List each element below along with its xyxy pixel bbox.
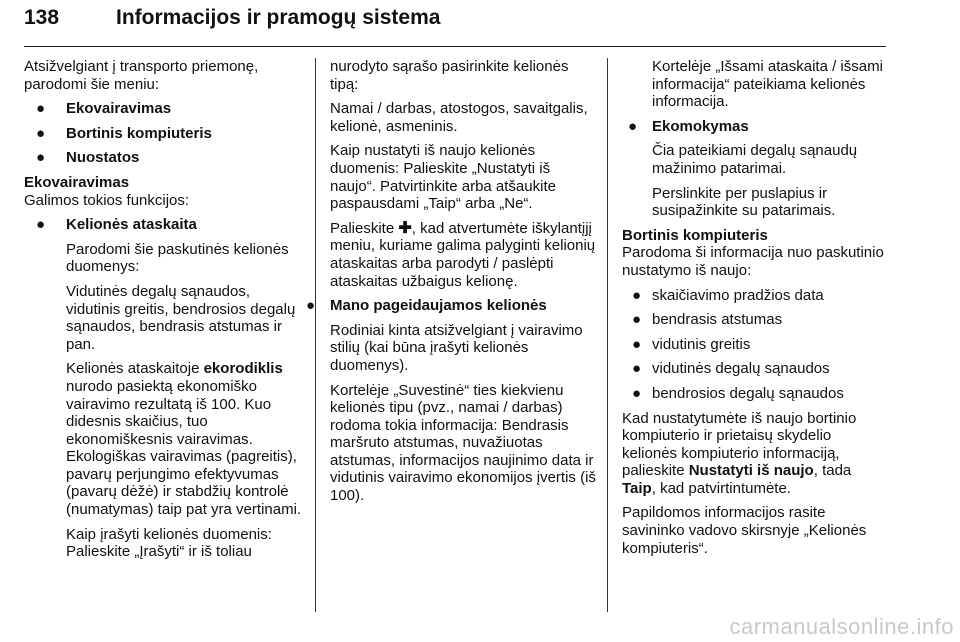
menu-item: ● Bortinis kompiuteris — [36, 124, 212, 142]
bullet-icon: ● — [36, 216, 46, 234]
list-item: ● skaičiavimo pradžios data — [632, 286, 824, 304]
paragraph: Kaip įrašyti kelionės duomenis: Palieskite „Įrašyti“ ir iš toliau — [66, 525, 272, 561]
bullet-trip-report: ● Kelionės ataskaita — [36, 216, 197, 234]
paragraph: Kaip nustatyti iš naujo kelionės duomenis: Palieskite „Nustatyti iš naujo“. Patvirtinkite arba atšaukite paspausdami „Taip“ arba „Ne“. — [330, 142, 556, 213]
paragraph: Papildomos informacijos rasite savininko vadovo skirsnyje „Kelionės kompiuteris“. — [622, 504, 867, 557]
page-title: Informacijos ir pramogų sistema — [116, 6, 441, 29]
bullet-icon: ● — [628, 117, 638, 135]
list-item: ● vidutinės degalų sąnaudos — [632, 360, 830, 378]
column-divider-1 — [315, 58, 316, 612]
section-heading-trip-computer: Bortinis kompiuteris — [622, 226, 768, 244]
paragraph: Palieskite ✚, kad atvertumėte iškylantįjį meniu, kuriame galima palyginti kelionių ataskaitas arba parodyti / paslėpti ataskaitas užbaigus kelionę. — [330, 219, 596, 290]
bullet-icon: ● — [632, 286, 642, 304]
paragraph: Kortelėje „Išsami ataskaita / išsami informacija“ pateikiama kelionės informacija. — [652, 58, 883, 111]
paragraph: nurodyto sąrašo pasirinkite kelionės tipą: — [330, 58, 569, 93]
info-list — [622, 287, 888, 403]
list-item: ● bendrosios degalų sąnaudos — [632, 384, 844, 402]
bullet-icon: ● — [36, 124, 46, 142]
bullet-favourite-trips: ● Mano pageidaujamos kelionės — [306, 297, 547, 315]
bullet-icon: ● — [632, 335, 642, 353]
section-intro: Galimos tokios funkcijos: — [24, 191, 190, 209]
menu-item: ● Ekovairavimas — [36, 100, 172, 118]
column-1 — [24, 58, 306, 568]
header-rule — [24, 46, 886, 47]
list-item: ● bendrasis atstumas — [632, 311, 783, 329]
paragraph: Vidutinės degalų sąnaudos, vidutinis greitis, bendrosios degalų sąnaudos, bendrasis atstumas ir pan. — [66, 282, 296, 353]
paragraph: Namai / darbas, atostogos, savaitgalis, kelionė, asmeninis. — [330, 100, 588, 135]
section-intro: Parodoma ši informacija nuo paskutinio nustatymo iš naujo: — [622, 244, 884, 279]
paragraph: Rodiniai kinta atsižvelgiant į vairavimo stilių (kai būna įrašyti kelionės duomenys). — [330, 321, 583, 374]
bullet-icon: ● — [632, 360, 642, 378]
paragraph: Kelionės ataskaitoje ekorodiklis nurodo pasiektą ekonomiško vairavimo rezultatą iš 100. Kuo didesnis skaičius, tuo ekonomiškesnis vairavimas. Ekologiškas vairavimas (pagreitis), pavarų perjungimo efektyvumas (pavarų dėžė) ir stabdžių kontrolė (numatymas) taip pat yra vertinami. — [66, 360, 302, 519]
bullet-icon: ● — [36, 149, 46, 167]
paragraph: Čia pateikiami degalų sąnaudų mažinimo patarimai. — [652, 142, 858, 177]
bullet-icon: ● — [632, 311, 642, 329]
paragraph: Kortelėje „Suvestinė“ ties kiekvienu kelionės tipu (pvz., namai / darbas) rodoma tokia informacija: Bendrasis maršruto atstumas, nuvažiuotas atstumas, informacijos naujinimo data ir vidutinis vairavimo ekonomijos įvertis (iš 100). — [330, 381, 596, 505]
column-2 — [306, 58, 600, 512]
menu-item: ● Nuostatos — [36, 149, 140, 167]
column-3 — [622, 58, 888, 564]
watermark: carmanualsonline.info — [729, 614, 954, 639]
page-header — [24, 6, 936, 46]
bullet-icon: ● — [36, 100, 46, 118]
paragraph: Parodomi šie paskutinės kelionės duomenys: — [66, 240, 289, 276]
bullet-icon: ● — [632, 384, 642, 402]
paragraph: Kad nustatytumėte iš naujo bortinio kompiuterio ir prietaisų skydelio kelionės kompiuterio informaciją, palieskite Nustatyti iš naujo, tada Taip, kad patvirtintumėte. — [622, 409, 857, 497]
list-item: ● vidutinis greitis — [632, 335, 751, 353]
paragraph: Perslinkite per puslapius ir susipažinkite su patarimais. — [652, 184, 836, 220]
bullet-icon: ● — [306, 297, 316, 315]
plus-icon: ✚ — [398, 219, 412, 237]
intro-text: Atsižvelgiant į transporto priemonę, parodomi šie meniu: — [24, 58, 259, 93]
column-divider-2 — [607, 58, 608, 612]
section-heading-ekovairavimas: Ekovairavimas — [24, 173, 130, 191]
bullet-eco-coaching: ● Ekomokymas — [628, 117, 749, 135]
page-number: 138 — [24, 6, 60, 29]
